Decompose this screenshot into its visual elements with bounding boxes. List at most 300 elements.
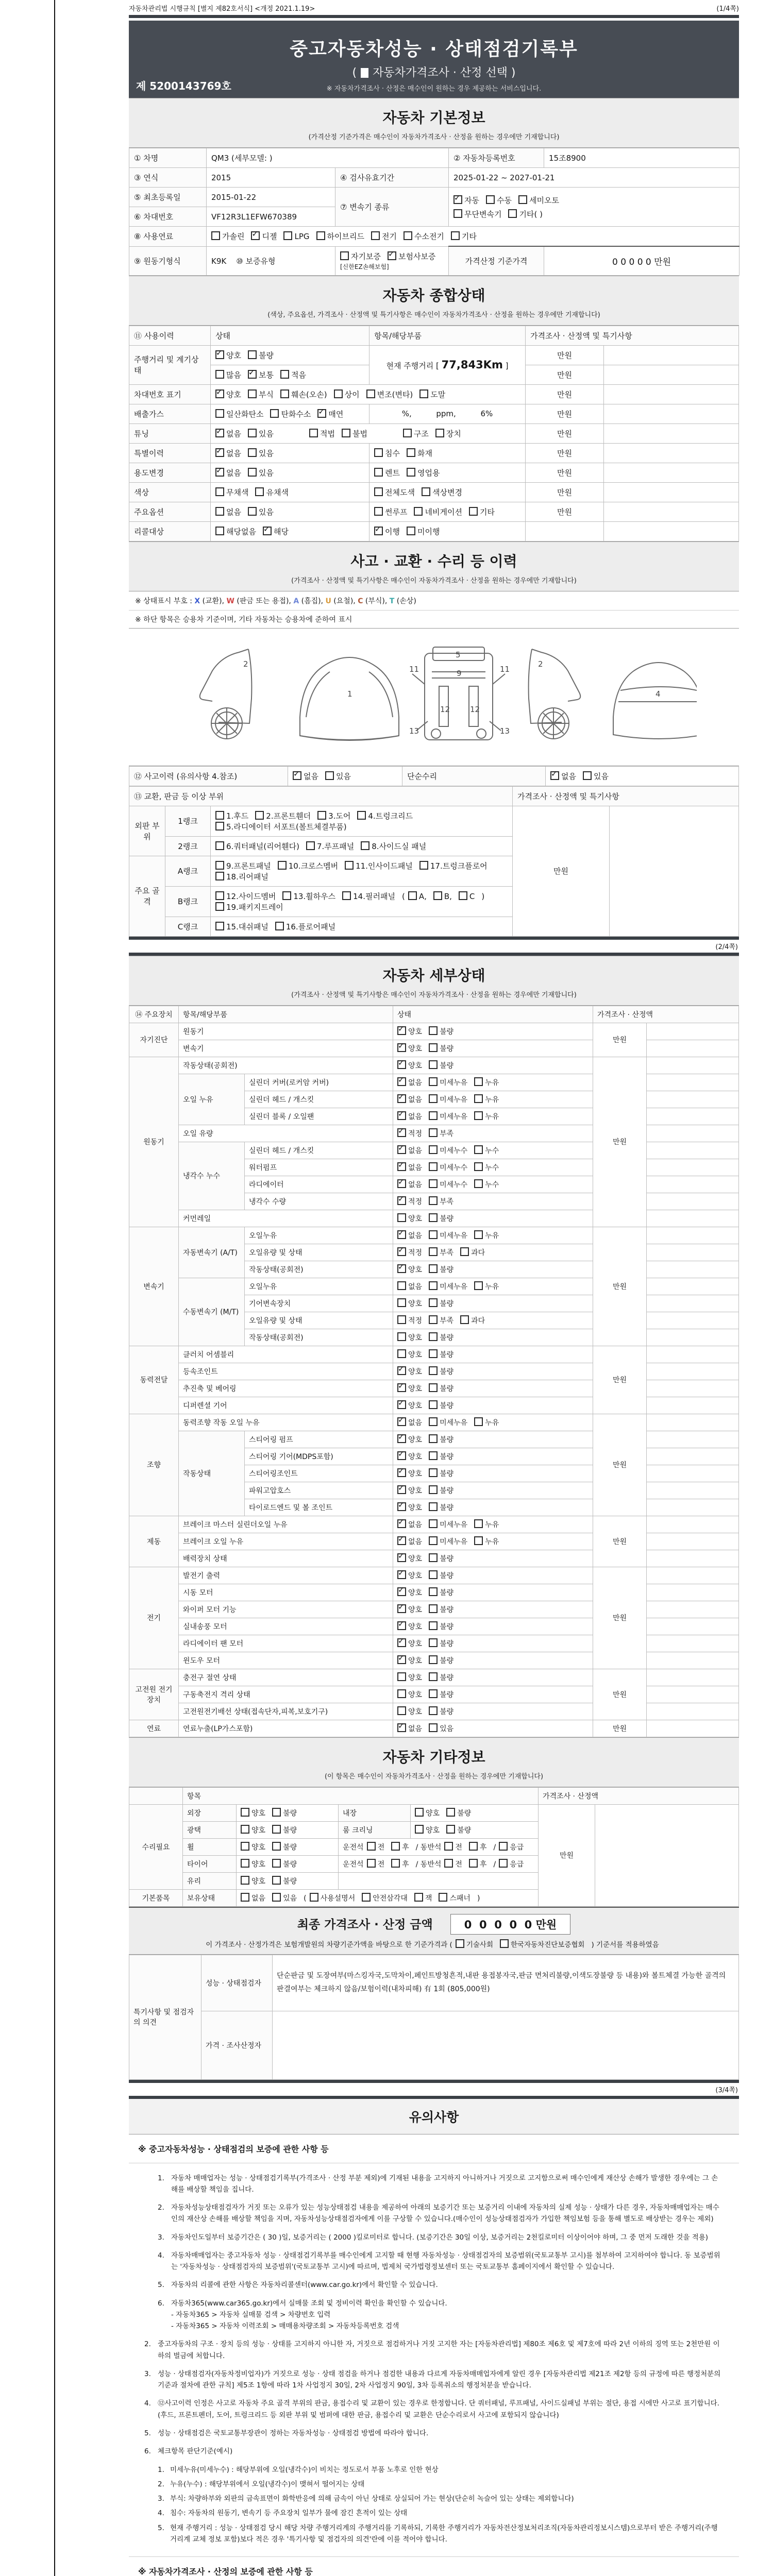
checkbox-unchecked-icon[interactable]: [474, 1417, 483, 1426]
checkbox-option[interactable]: ✓ 양호: [397, 1485, 422, 1496]
checkbox-option[interactable]: 불량: [429, 1706, 453, 1717]
checkbox-unchecked-icon[interactable]: [316, 231, 325, 240]
checkbox-unchecked-icon[interactable]: [215, 902, 224, 911]
checkbox-unchecked-icon[interactable]: [374, 507, 383, 516]
checkbox-unchecked-icon[interactable]: [272, 1808, 281, 1817]
checkbox-unchecked-icon[interactable]: [367, 1859, 376, 1868]
checkbox-option[interactable]: 전: [444, 1859, 462, 1869]
checkbox-option[interactable]: 10.크로스멤버: [278, 860, 338, 871]
checkbox-unchecked-icon[interactable]: [429, 1366, 438, 1375]
checkbox-unchecked-icon[interactable]: [241, 1893, 249, 1902]
checkbox-option[interactable]: 불량: [429, 1434, 453, 1445]
checkbox-unchecked-icon[interactable]: [407, 468, 415, 477]
checkbox-unchecked-icon[interactable]: [374, 448, 383, 457]
checkbox-unchecked-icon[interactable]: [474, 1111, 483, 1120]
checkbox-unchecked-icon[interactable]: [404, 231, 412, 240]
checkbox-option[interactable]: 미세누유: [429, 1536, 467, 1547]
checkbox-option[interactable]: 5.라디에이터 서포트(볼트체결부품): [215, 821, 347, 832]
checkbox-option[interactable]: ✓ 양호: [397, 1043, 422, 1054]
checkbox-option[interactable]: 누유: [474, 1536, 499, 1547]
checkbox-checked-icon[interactable]: [397, 1519, 406, 1528]
checkbox-option[interactable]: 불량: [272, 1859, 297, 1869]
checkbox-option[interactable]: 적정: [397, 1315, 422, 1326]
checkbox-unchecked-icon[interactable]: [342, 429, 350, 437]
checkbox-checked-icon[interactable]: [397, 1468, 406, 1477]
checkbox-option[interactable]: 자기보증: [340, 251, 381, 262]
checkbox-option[interactable]: 불량: [446, 1808, 471, 1818]
checkbox-option[interactable]: 불량: [429, 1621, 453, 1632]
checkbox-option[interactable]: 스패너: [439, 1893, 470, 1903]
checkbox-unchecked-icon[interactable]: [444, 1842, 453, 1851]
checkbox-unchecked-icon[interactable]: [255, 811, 264, 820]
checkbox-unchecked-icon[interactable]: [439, 1893, 447, 1902]
checkbox-unchecked-icon[interactable]: [282, 891, 291, 900]
checkbox-option[interactable]: 렌트: [374, 467, 400, 478]
checkbox-option[interactable]: 적음: [280, 369, 306, 380]
checkbox-unchecked-icon[interactable]: [429, 1485, 438, 1494]
checkbox-unchecked-icon[interactable]: [460, 1315, 469, 1324]
checkbox-unchecked-icon[interactable]: [397, 1298, 406, 1307]
checkbox-option[interactable]: 불량: [429, 1672, 453, 1683]
checkbox-checked-icon[interactable]: [397, 1128, 406, 1137]
checkbox-option[interactable]: 기타: [469, 506, 495, 517]
checkbox-option[interactable]: 불량: [429, 1689, 453, 1700]
checkbox-checked-icon[interactable]: [397, 1723, 406, 1732]
checkbox-unchecked-icon[interactable]: [272, 1859, 281, 1868]
checkbox-option[interactable]: 없음: [397, 1281, 422, 1292]
checkbox-unchecked-icon[interactable]: [361, 841, 369, 850]
checkbox-option[interactable]: 과다: [460, 1247, 485, 1258]
checkbox-checked-icon[interactable]: [550, 771, 559, 780]
checkbox-checked-icon[interactable]: [397, 1179, 406, 1188]
checkbox-unchecked-icon[interactable]: [215, 841, 224, 850]
checkbox-option[interactable]: 불량: [272, 1842, 297, 1852]
checkbox-option[interactable]: ✓ 양호: [397, 1366, 422, 1377]
checkbox-checked-icon[interactable]: [397, 1230, 406, 1239]
checkbox-option[interactable]: 불량: [429, 1332, 453, 1343]
checkbox-option[interactable]: 세미오토: [518, 195, 559, 206]
checkbox-unchecked-icon[interactable]: [241, 1825, 249, 1834]
checkbox-unchecked-icon[interactable]: [429, 1179, 438, 1188]
checkbox-unchecked-icon[interactable]: [408, 891, 417, 900]
checkbox-checked-icon[interactable]: [215, 468, 224, 477]
checkbox-unchecked-icon[interactable]: [317, 811, 326, 820]
checkbox-unchecked-icon[interactable]: [429, 1672, 438, 1681]
checkbox-checked-icon[interactable]: [397, 1570, 406, 1579]
checkbox-unchecked-icon[interactable]: [241, 1859, 249, 1868]
checkbox-option[interactable]: ✓ 양호: [397, 1264, 422, 1275]
checkbox-option[interactable]: ✓ 보험사보증: [388, 251, 435, 262]
checkbox-unchecked-icon[interactable]: [429, 1689, 438, 1698]
checkbox-option[interactable]: 하이브리드: [316, 231, 364, 242]
checkbox-unchecked-icon[interactable]: [272, 1893, 281, 1902]
checkbox-unchecked-icon[interactable]: [215, 822, 224, 831]
checkbox-checked-icon[interactable]: [397, 1621, 406, 1630]
checkbox-checked-icon[interactable]: [397, 1604, 406, 1613]
checkbox-option[interactable]: ✓ 없음: [397, 1162, 422, 1173]
checkbox-option[interactable]: 9.프론트패널: [215, 860, 271, 871]
checkbox-unchecked-icon[interactable]: [397, 1689, 406, 1698]
checkbox-unchecked-icon[interactable]: [429, 1723, 438, 1732]
checkbox-option[interactable]: 11.인사이드패널: [345, 860, 413, 871]
checkbox-option[interactable]: ✓ 양호: [397, 1451, 422, 1462]
checkbox-option[interactable]: ✓ 양호: [397, 1553, 422, 1564]
checkbox-option[interactable]: 전체도색: [374, 487, 415, 498]
checkbox-option[interactable]: 누유: [474, 1519, 499, 1530]
checkbox-unchecked-icon[interactable]: [429, 1332, 438, 1341]
checkbox-unchecked-icon[interactable]: [248, 389, 257, 398]
checkbox-unchecked-icon[interactable]: [474, 1094, 483, 1103]
checkbox-unchecked-icon[interactable]: [429, 1145, 438, 1154]
checkbox-option[interactable]: 썬루프: [374, 506, 407, 517]
checkbox-unchecked-icon[interactable]: [429, 1043, 438, 1052]
checkbox-option[interactable]: 응급: [499, 1842, 524, 1852]
checkbox-unchecked-icon[interactable]: [325, 771, 334, 780]
checkbox-unchecked-icon[interactable]: [391, 1842, 400, 1851]
checkbox-unchecked-icon[interactable]: [366, 389, 375, 398]
checkbox-unchecked-icon[interactable]: [429, 1230, 438, 1239]
checkbox-option[interactable]: ✓ 없음: [550, 771, 576, 782]
checkbox-option[interactable]: 13.휠하우스: [282, 891, 335, 902]
checkbox-option[interactable]: ✓ 이행: [374, 526, 400, 537]
checkbox-option[interactable]: 양호: [241, 1842, 265, 1852]
checkbox-unchecked-icon[interactable]: [374, 487, 383, 496]
checkbox-option[interactable]: 미세누유: [429, 1077, 467, 1088]
checkbox-unchecked-icon[interactable]: [429, 1383, 438, 1392]
checkbox-option[interactable]: 부족: [429, 1247, 453, 1258]
checkbox-option[interactable]: 양호: [397, 1298, 422, 1309]
checkbox-option[interactable]: 영업용: [407, 467, 440, 478]
checkbox-option[interactable]: 누유: [474, 1094, 499, 1105]
checkbox-option[interactable]: ✓ 매연: [317, 409, 343, 419]
checkbox-unchecked-icon[interactable]: [429, 1060, 438, 1069]
checkbox-checked-icon[interactable]: [215, 429, 224, 437]
checkbox-option[interactable]: 많음: [215, 369, 241, 380]
checkbox-option[interactable]: 미세누유: [429, 1230, 467, 1241]
checkbox-checked-icon[interactable]: [397, 1587, 406, 1596]
checkbox-option[interactable]: 구조: [403, 428, 429, 439]
checkbox-option[interactable]: 부족: [429, 1196, 453, 1207]
checkbox-option[interactable]: 18.리어패널: [215, 871, 268, 882]
checkbox-option[interactable]: 불량: [429, 1570, 453, 1581]
checkbox-unchecked-icon[interactable]: [419, 861, 428, 870]
checkbox-option[interactable]: 전: [444, 1842, 462, 1852]
checkbox-unchecked-icon[interactable]: [435, 429, 444, 437]
checkbox-option[interactable]: 3.도어: [317, 810, 350, 821]
checkbox-unchecked-icon[interactable]: [407, 527, 415, 535]
checkbox-option[interactable]: 사용설명서: [310, 1893, 356, 1903]
checkbox-unchecked-icon[interactable]: [397, 1672, 406, 1681]
checkbox-checked-icon[interactable]: [215, 448, 224, 457]
checkbox-option[interactable]: 누유: [474, 1281, 499, 1292]
checkbox-unchecked-icon[interactable]: [397, 1706, 406, 1715]
checkbox-unchecked-icon[interactable]: [407, 448, 415, 457]
checkbox-unchecked-icon[interactable]: [429, 1468, 438, 1477]
checkbox-unchecked-icon[interactable]: [248, 429, 257, 437]
checkbox-option[interactable]: 불량: [429, 1366, 453, 1377]
checkbox-unchecked-icon[interactable]: [429, 1553, 438, 1562]
checkbox-option[interactable]: 응급: [499, 1859, 524, 1869]
checkbox-checked-icon[interactable]: [397, 1502, 406, 1511]
checkbox-option[interactable]: 과다: [460, 1315, 485, 1326]
checkbox-checked-icon[interactable]: [251, 231, 260, 240]
checkbox-unchecked-icon[interactable]: [429, 1621, 438, 1630]
checkbox-option[interactable]: ✓ 없음: [215, 448, 241, 459]
checkbox-unchecked-icon[interactable]: [433, 891, 442, 900]
checkbox-unchecked-icon[interactable]: [334, 389, 343, 398]
checkbox-option[interactable]: 부족: [429, 1128, 453, 1139]
checkbox-unchecked-icon[interactable]: [414, 507, 423, 516]
checkbox-option[interactable]: 미세누유: [429, 1417, 467, 1428]
checkbox-option[interactable]: ✓ 없음: [397, 1417, 422, 1428]
checkbox-checked-icon[interactable]: [397, 1451, 406, 1460]
checkbox-option[interactable]: 안전삼각대: [362, 1893, 408, 1903]
checkbox-unchecked-icon[interactable]: [345, 861, 354, 870]
checkbox-option[interactable]: 불량: [429, 1451, 453, 1462]
checkbox-option[interactable]: 양호: [397, 1349, 422, 1360]
checkbox-unchecked-icon[interactable]: [446, 1808, 455, 1817]
checkbox-unchecked-icon[interactable]: [215, 811, 224, 820]
checkbox-option[interactable]: 미세누유: [429, 1111, 467, 1122]
checkbox-unchecked-icon[interactable]: [272, 1825, 281, 1834]
checkbox-option[interactable]: ✓ 없음: [397, 1723, 422, 1734]
checkbox-unchecked-icon[interactable]: [429, 1281, 438, 1290]
checkbox-option[interactable]: 미세누유: [429, 1094, 467, 1105]
checkbox-option[interactable]: 양호: [415, 1808, 440, 1818]
checkbox-option[interactable]: ✓ 없음: [397, 1094, 422, 1105]
checkbox-option[interactable]: 부족: [429, 1315, 453, 1326]
checkbox-option[interactable]: A,: [408, 891, 427, 901]
checkbox-option[interactable]: 불량: [429, 1264, 453, 1275]
checkbox-option[interactable]: 12.사이드멤버: [215, 891, 276, 902]
checkbox-unchecked-icon[interactable]: [469, 507, 478, 516]
checkbox-unchecked-icon[interactable]: [474, 1162, 483, 1171]
checkbox-unchecked-icon[interactable]: [508, 209, 517, 218]
checkbox-option[interactable]: 16.플로어패널: [275, 921, 335, 932]
checkbox-unchecked-icon[interactable]: [429, 1502, 438, 1511]
checkbox-checked-icon[interactable]: [397, 1145, 406, 1154]
checkbox-option[interactable]: 양호: [241, 1876, 265, 1886]
checkbox-option[interactable]: ✓ 양호: [397, 1655, 422, 1666]
checkbox-unchecked-icon[interactable]: [429, 1213, 438, 1222]
checkbox-unchecked-icon[interactable]: [429, 1570, 438, 1579]
checkbox-unchecked-icon[interactable]: [397, 1332, 406, 1341]
checkbox-option[interactable]: ✓ 없음: [397, 1230, 422, 1241]
checkbox-unchecked-icon[interactable]: [362, 1893, 371, 1902]
checkbox-unchecked-icon[interactable]: [397, 1213, 406, 1222]
checkbox-checked-icon[interactable]: [397, 1111, 406, 1120]
checkbox-option[interactable]: 있음: [429, 1723, 453, 1734]
checkbox-option[interactable]: 기술사회: [456, 1939, 493, 1949]
checkbox-unchecked-icon[interactable]: [275, 922, 284, 930]
checkbox-unchecked-icon[interactable]: [391, 1859, 400, 1868]
checkbox-option[interactable]: 있음: [325, 771, 351, 782]
checkbox-unchecked-icon[interactable]: [451, 231, 460, 240]
checkbox-unchecked-icon[interactable]: [474, 1230, 483, 1239]
checkbox-unchecked-icon[interactable]: [241, 1808, 249, 1817]
checkbox-option[interactable]: 양호: [397, 1672, 422, 1683]
checkbox-option[interactable]: 후: [469, 1842, 487, 1852]
checkbox-checked-icon[interactable]: [397, 1553, 406, 1562]
checkbox-unchecked-icon[interactable]: [357, 811, 366, 820]
checkbox-option[interactable]: 전: [367, 1842, 385, 1852]
checkbox-option[interactable]: 4.트렁크리드: [357, 810, 413, 821]
checkbox-unchecked-icon[interactable]: [215, 861, 224, 870]
checkbox-option[interactable]: ✓ 적정: [397, 1196, 422, 1207]
checkbox-option[interactable]: ✓자동: [453, 195, 479, 206]
checkbox-option[interactable]: 1.후드: [215, 810, 248, 821]
checkbox-unchecked-icon[interactable]: [340, 251, 349, 260]
checkbox-option[interactable]: ✓ 없음: [215, 467, 241, 478]
checkbox-unchecked-icon[interactable]: [474, 1519, 483, 1528]
checkbox-option[interactable]: 색상변경: [422, 487, 462, 498]
checkbox-option[interactable]: 누수: [474, 1179, 499, 1190]
checkbox-option[interactable]: 양호: [397, 1213, 422, 1224]
checkbox-unchecked-icon[interactable]: [429, 1264, 438, 1273]
checkbox-option[interactable]: 한국자동차진단보증협회: [500, 1939, 584, 1949]
checkbox-option[interactable]: 일산화탄소: [215, 409, 263, 419]
checkbox-option[interactable]: 14.필러패널: [342, 891, 395, 902]
checkbox-option[interactable]: 불량: [429, 1298, 453, 1309]
checkbox-unchecked-icon[interactable]: [248, 468, 257, 477]
checkbox-checked-icon[interactable]: [397, 1485, 406, 1494]
checkbox-unchecked-icon[interactable]: [429, 1111, 438, 1120]
checkbox-option[interactable]: 부식: [248, 389, 274, 400]
checkbox-option[interactable]: ✓양호: [215, 350, 241, 361]
checkbox-option[interactable]: 양호: [397, 1332, 422, 1343]
checkbox-option[interactable]: 훼손(오손): [280, 389, 327, 400]
checkbox-option[interactable]: 누수: [474, 1162, 499, 1173]
checkbox-checked-icon[interactable]: [397, 1094, 406, 1103]
checkbox-option[interactable]: 15.대쉬패널: [215, 921, 268, 932]
checkbox-option[interactable]: 후: [391, 1842, 409, 1852]
checkbox-unchecked-icon[interactable]: [374, 468, 383, 477]
checkbox-option[interactable]: 불량: [429, 1468, 453, 1479]
checkbox-option[interactable]: 후: [469, 1859, 487, 1869]
checkbox-unchecked-icon[interactable]: [499, 1842, 508, 1851]
checkbox-option[interactable]: 양호: [241, 1825, 265, 1835]
checkbox-unchecked-icon[interactable]: [215, 922, 224, 930]
checkbox-option[interactable]: 불량: [429, 1383, 453, 1394]
checkbox-option[interactable]: 불량: [429, 1587, 453, 1598]
checkbox-option[interactable]: 누수: [474, 1145, 499, 1156]
checkbox-option[interactable]: ✓ 양호: [215, 389, 241, 400]
checkbox-option[interactable]: 적법: [309, 428, 335, 439]
checkbox-unchecked-icon[interactable]: [474, 1077, 483, 1086]
checkbox-checked-icon[interactable]: [215, 350, 224, 359]
checkbox-unchecked-icon[interactable]: [272, 1842, 281, 1851]
checkbox-option[interactable]: 변조(변타): [366, 389, 413, 400]
checkbox-option[interactable]: 불량: [429, 1060, 453, 1071]
checkbox-unchecked-icon[interactable]: [215, 409, 224, 418]
checkbox-checked-icon[interactable]: [397, 1247, 406, 1256]
checkbox-unchecked-icon[interactable]: [397, 1349, 406, 1358]
checkbox-option[interactable]: ✓ 없음: [397, 1077, 422, 1088]
checkbox-option[interactable]: 누유: [474, 1111, 499, 1122]
checkbox-option[interactable]: 기타( ): [508, 209, 542, 219]
checkbox-unchecked-icon[interactable]: [309, 429, 318, 437]
checkbox-unchecked-icon[interactable]: [241, 1876, 249, 1885]
checkbox-unchecked-icon[interactable]: [429, 1434, 438, 1443]
checkbox-option[interactable]: 없음: [241, 1893, 265, 1903]
checkbox-unchecked-icon[interactable]: [415, 1825, 424, 1834]
checkbox-option[interactable]: ✓ 양호: [397, 1638, 422, 1649]
select-checkbox[interactable]: [361, 68, 368, 78]
checkbox-option[interactable]: ✓ 없음: [397, 1179, 422, 1190]
checkbox-option[interactable]: 상이: [334, 389, 360, 400]
checkbox-option[interactable]: 기타: [451, 231, 477, 242]
checkbox-checked-icon[interactable]: [397, 1417, 406, 1426]
checkbox-unchecked-icon[interactable]: [414, 1893, 423, 1902]
checkbox-option[interactable]: 불량: [429, 1400, 453, 1411]
checkbox-unchecked-icon[interactable]: [371, 231, 380, 240]
checkbox-option[interactable]: 미세누수: [429, 1145, 467, 1156]
checkbox-option[interactable]: 네비게이션: [414, 506, 462, 517]
checkbox-unchecked-icon[interactable]: [429, 1128, 438, 1137]
checkbox-unchecked-icon[interactable]: [460, 1247, 469, 1256]
checkbox-option[interactable]: ✓ 양호: [397, 1604, 422, 1615]
checkbox-option[interactable]: 있음: [248, 428, 274, 439]
checkbox-option[interactable]: 있음: [248, 448, 274, 459]
checkbox-unchecked-icon[interactable]: [429, 1315, 438, 1324]
checkbox-unchecked-icon[interactable]: [429, 1638, 438, 1647]
checkbox-unchecked-icon[interactable]: [429, 1349, 438, 1358]
checkbox-unchecked-icon[interactable]: [215, 487, 224, 496]
checkbox-option[interactable]: 장치: [435, 428, 461, 439]
checkbox-unchecked-icon[interactable]: [429, 1247, 438, 1256]
checkbox-unchecked-icon[interactable]: [280, 370, 289, 379]
checkbox-unchecked-icon[interactable]: [429, 1706, 438, 1715]
checkbox-option[interactable]: 19.패키지트레이: [215, 902, 283, 912]
checkbox-option[interactable]: 양호: [241, 1859, 265, 1869]
checkbox-option[interactable]: 누유: [474, 1077, 499, 1088]
checkbox-unchecked-icon[interactable]: [215, 872, 224, 880]
checkbox-unchecked-icon[interactable]: [255, 487, 264, 496]
checkbox-option[interactable]: 전: [367, 1859, 385, 1869]
checkbox-option[interactable]: 화재: [407, 448, 432, 459]
checkbox-option[interactable]: ✓ 양호: [397, 1502, 422, 1513]
checkbox-option[interactable]: LPG: [283, 231, 309, 241]
checkbox-unchecked-icon[interactable]: [419, 389, 428, 398]
checkbox-unchecked-icon[interactable]: [283, 231, 292, 240]
checkbox-option[interactable]: ✓ 양호: [397, 1468, 422, 1479]
checkbox-option[interactable]: 누유: [474, 1417, 499, 1428]
checkbox-unchecked-icon[interactable]: [272, 1876, 281, 1885]
checkbox-unchecked-icon[interactable]: [429, 1094, 438, 1103]
checkbox-checked-icon[interactable]: [263, 527, 272, 535]
checkbox-option[interactable]: ✓ 양호: [397, 1026, 422, 1037]
checkbox-unchecked-icon[interactable]: [429, 1451, 438, 1460]
checkbox-option[interactable]: 불법: [342, 428, 367, 439]
checkbox-unchecked-icon[interactable]: [499, 1859, 508, 1868]
checkbox-unchecked-icon[interactable]: [429, 1196, 438, 1205]
checkbox-unchecked-icon[interactable]: [486, 195, 495, 204]
checkbox-option[interactable]: 있음: [248, 467, 274, 478]
checkbox-option[interactable]: ✓ 양호: [397, 1060, 422, 1071]
checkbox-option[interactable]: 후: [391, 1859, 409, 1869]
checkbox-unchecked-icon[interactable]: [248, 507, 257, 516]
checkbox-unchecked-icon[interactable]: [429, 1587, 438, 1596]
checkbox-checked-icon[interactable]: [397, 1077, 406, 1086]
checkbox-option[interactable]: ✓ 양호: [397, 1570, 422, 1581]
checkbox-checked-icon[interactable]: [397, 1043, 406, 1052]
checkbox-unchecked-icon[interactable]: [474, 1145, 483, 1154]
checkbox-checked-icon[interactable]: [293, 771, 301, 780]
checkbox-option[interactable]: 6.쿼터패널(리어휀다): [215, 841, 299, 852]
checkbox-option[interactable]: 미이행: [407, 526, 440, 537]
checkbox-option[interactable]: 수동: [486, 195, 512, 206]
checkbox-option[interactable]: 17.트렁크플로어: [419, 860, 488, 871]
